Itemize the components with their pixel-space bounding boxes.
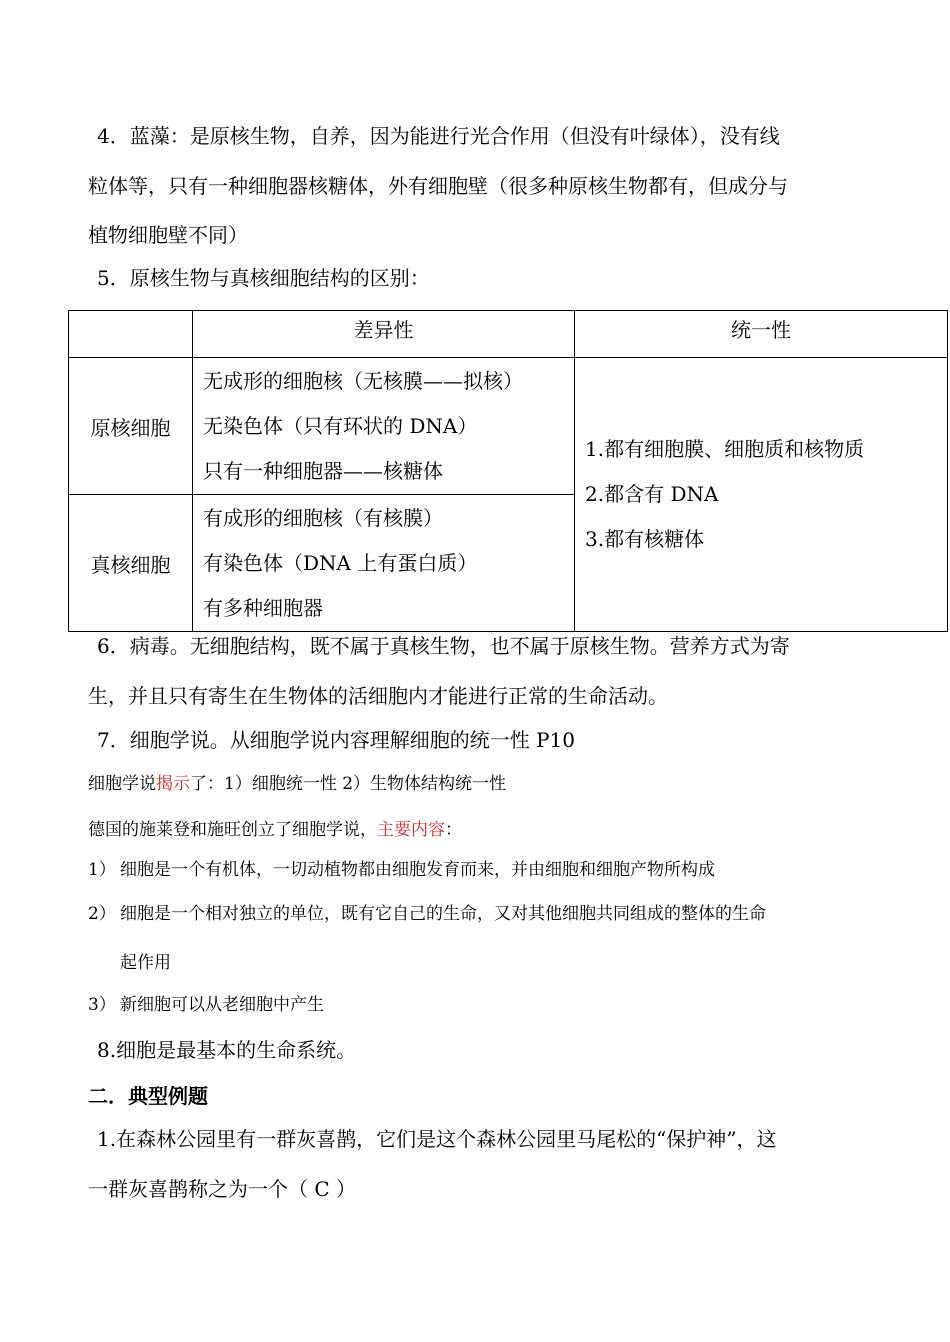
table-cell-line: 2.都含有 DNA <box>585 482 719 506</box>
table-cell-line: 有多种细胞器 <box>203 596 323 620</box>
prokaryote-differences <box>193 358 575 495</box>
paragraph-6-line-2: 生，并且只有寄生在生物体的活细胞内才能进行正常的生命活动。 <box>88 684 668 708</box>
section-heading: 二．典型例题 <box>88 1084 208 1108</box>
cell-theory-founders: 德国的施莱登和施旺创立了细胞学说，主要内容： <box>88 820 462 840</box>
list-item-text: 细胞是一个相对独立的单位，既有它自己的生命，又对其他细胞共同组成的整体的生命 <box>120 904 766 924</box>
table-cell-line: 只有一种细胞器——核糖体 <box>203 459 443 483</box>
paragraph-8: 8.细胞是最基本的生命系统。 <box>97 1038 357 1062</box>
common-features <box>575 358 948 632</box>
list-item-text: 新细胞可以从老细胞中产生 <box>120 995 324 1015</box>
row-label-prokaryote: 原核细胞 <box>69 358 193 495</box>
row-label-eukaryote: 真核细胞 <box>69 495 193 632</box>
list-item-text: 细胞是一个有机体，一切动植物都由细胞发育而来，并由细胞和细胞产物所构成 <box>120 860 715 880</box>
table-cell-line: 有染色体（DNA 上有蛋白质） <box>203 551 478 575</box>
table-cell-line: 3.都有核糖体 <box>585 527 705 551</box>
table-corner-cell <box>69 311 193 358</box>
paragraph-6-line-1: 6．病毒。无细胞结构，既不属于真核生物，也不属于原核生物。营养方式为寄 <box>97 634 790 658</box>
table-header-diff: 差异性 <box>193 311 575 358</box>
table-cell-line: 1.都有细胞膜、细胞质和核物质 <box>585 437 865 461</box>
paragraph-4-line-3: 植物细胞壁不同） <box>88 223 248 247</box>
comparison-table <box>68 310 948 632</box>
paragraph-4-line-1: 4．蓝藻：是原核生物，自养，因为能进行光合作用（但没有叶绿体），没有线 <box>97 124 780 148</box>
eukaryote-differences <box>193 495 575 632</box>
paragraph-4-line-2: 粒体等，只有一种细胞器核糖体，外有细胞壁（很多种原核生物都有，但成分与 <box>88 174 788 198</box>
list-item-number: 1） <box>88 860 116 880</box>
paragraph-7: 7．细胞学说。从细胞学说内容理解细胞的统一性 P10 <box>97 728 575 752</box>
paragraph-5: 5．原核生物与真核细胞结构的区别： <box>97 266 430 290</box>
table-cell-line: 无染色体（只有环状的 DNA） <box>203 414 478 438</box>
highlight-reveal: 揭示 <box>156 774 190 794</box>
list-item-number: 3） <box>88 995 116 1015</box>
cell-theory-reveals: 细胞学说揭示了：1）细胞统一性 2）生物体结构统一性 <box>88 774 507 794</box>
table-cell-line: 无成形的细胞核（无核膜——拟核） <box>203 369 523 393</box>
highlight-main-content: 主要内容 <box>377 820 445 840</box>
list-item-number: 2） <box>88 904 116 924</box>
list-item-text-continued: 起作用 <box>120 953 171 973</box>
question-1-line-1: 1.在森林公园里有一群灰喜鹊，它们是这个森林公园里马尾松的“保护神”，这 <box>97 1127 777 1151</box>
table-cell-line: 有成形的细胞核（有核膜） <box>203 506 443 530</box>
table-header-common: 统一性 <box>575 311 948 358</box>
question-1-line-2: 一群灰喜鹊称之为一个（ C ） <box>88 1177 357 1201</box>
